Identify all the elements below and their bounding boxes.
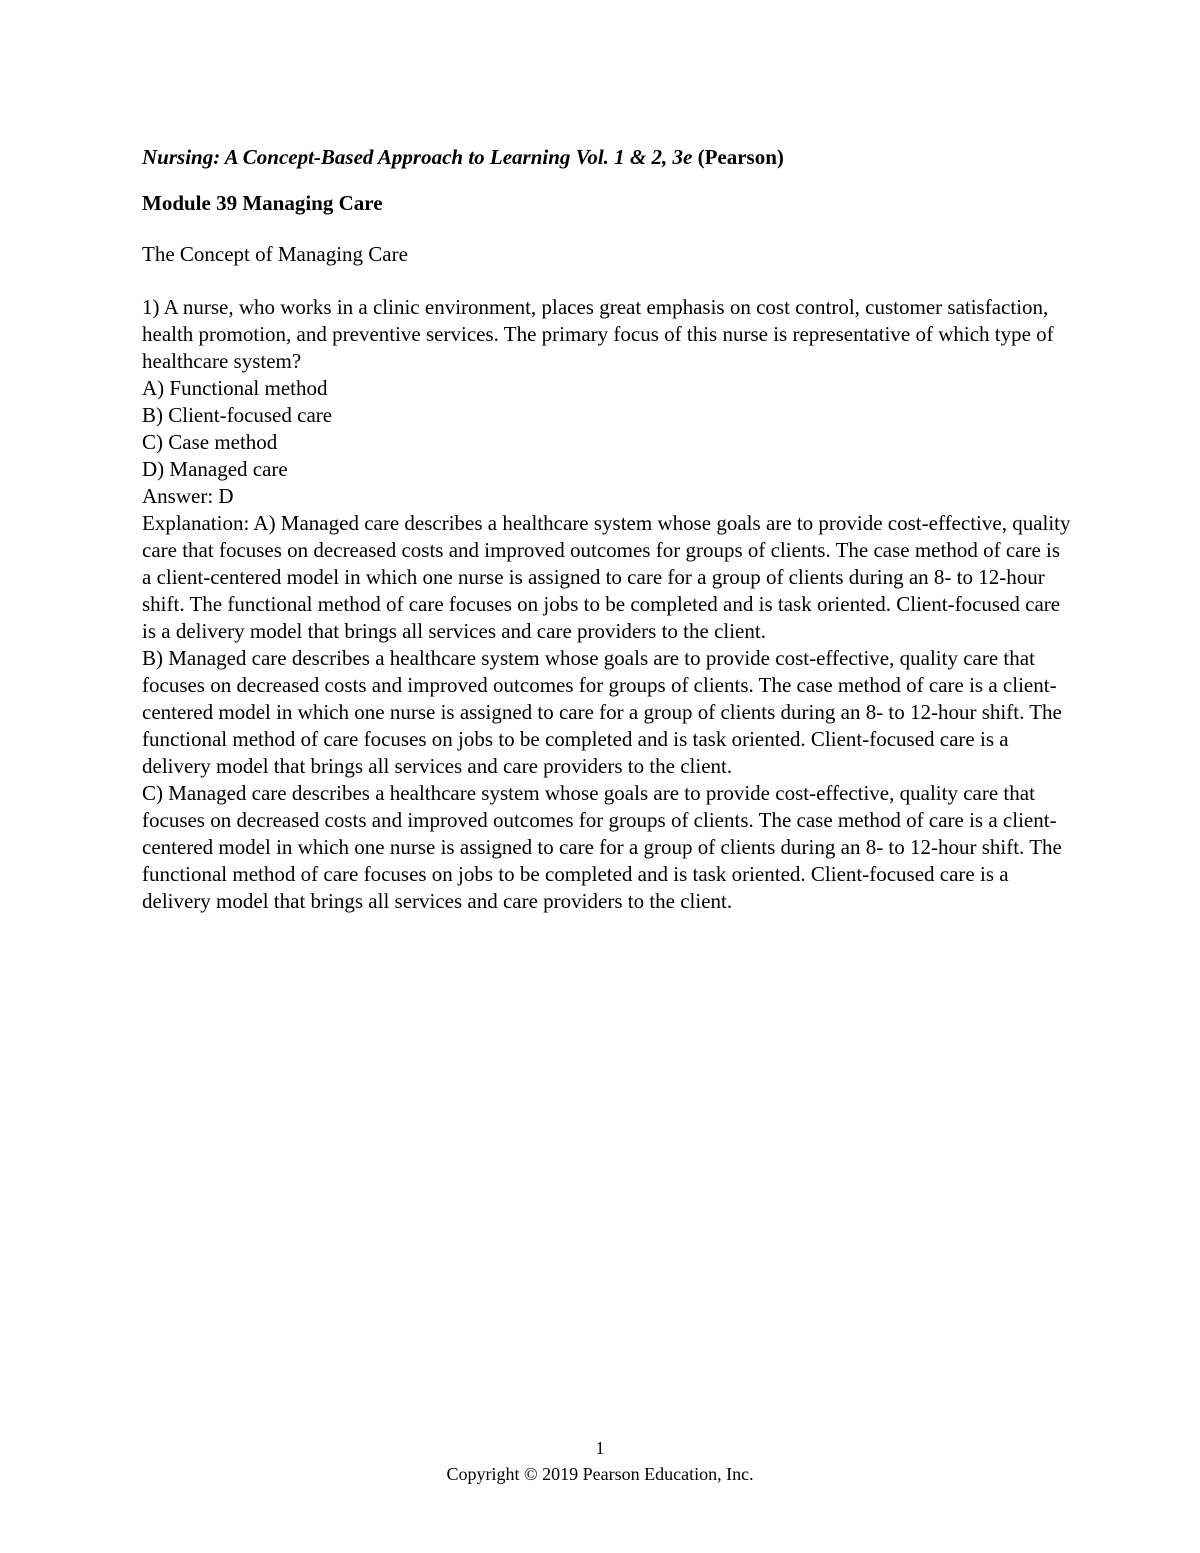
book-title-publisher: (Pearson): [692, 145, 784, 169]
question-stem: 1) A nurse, who works in a clinic environment, places great emphasis on cost control, customer satisfaction, health promotion, and preventive services. The primary focus of this nurse is representative of which type of healthcare system?: [142, 295, 1054, 373]
option-a: A) Functional method: [142, 376, 328, 400]
option-b: B) Client-focused care: [142, 403, 333, 427]
option-c: C) Case method: [142, 430, 278, 454]
book-title: [142, 140, 1072, 174]
answer: Answer: D: [142, 484, 234, 508]
explanation-b: B) Managed care describes a healthcare system whose goals are to provide cost-effective, quality care that focuses on decreased costs and improved outcomes for groups of clients. The case method of care is a client-centered model in which one nurse is assigned to care for a group of clients during an 8- to 12-hour shift. The functional method of care focuses on jobs to be completed and is task oriented. Client-focused care is a delivery model that brings all services and care providers to the client.: [142, 646, 1062, 778]
explanation-a: Explanation: A) Managed care describes a healthcare system whose goals are to provide cost-effective, quality care that focuses on decreased costs and improved outcomes for groups of clients. The case method of care is a client-centered model in which one nurse is assigned to care for a group of clients during an 8- to 12-hour shift. The functional method of care focuses on jobs to be completed and is task oriented. Client-focused care is a delivery model that brings all services and care providers to the client.: [142, 511, 1071, 643]
explanation-c: C) Managed care describes a healthcare system whose goals are to provide cost-effective, quality care that focuses on decreased costs and improved outcomes for groups of clients. The case method of care is a client-centered model in which one nurse is assigned to care for a group of clients during an 8- to 12-hour shift. The functional method of care focuses on jobs to be completed and is task oriented. Client-focused care is a delivery model that brings all services and care providers to the client.: [142, 781, 1062, 913]
option-d: D) Managed care: [142, 457, 288, 481]
section-title: The Concept of Managing Care: [142, 242, 408, 266]
page-content: [142, 140, 1072, 915]
copyright-notice: Copyright © 2019 Pearson Education, Inc.: [446, 1464, 754, 1484]
question-block: [142, 294, 1072, 915]
book-title-italic: Nursing: A Concept-Based Approach to Learning Vol. 1 & 2, 3e: [142, 145, 693, 169]
module-title: Module 39 Managing Care: [142, 191, 383, 215]
page-number: 1: [595, 1438, 605, 1458]
